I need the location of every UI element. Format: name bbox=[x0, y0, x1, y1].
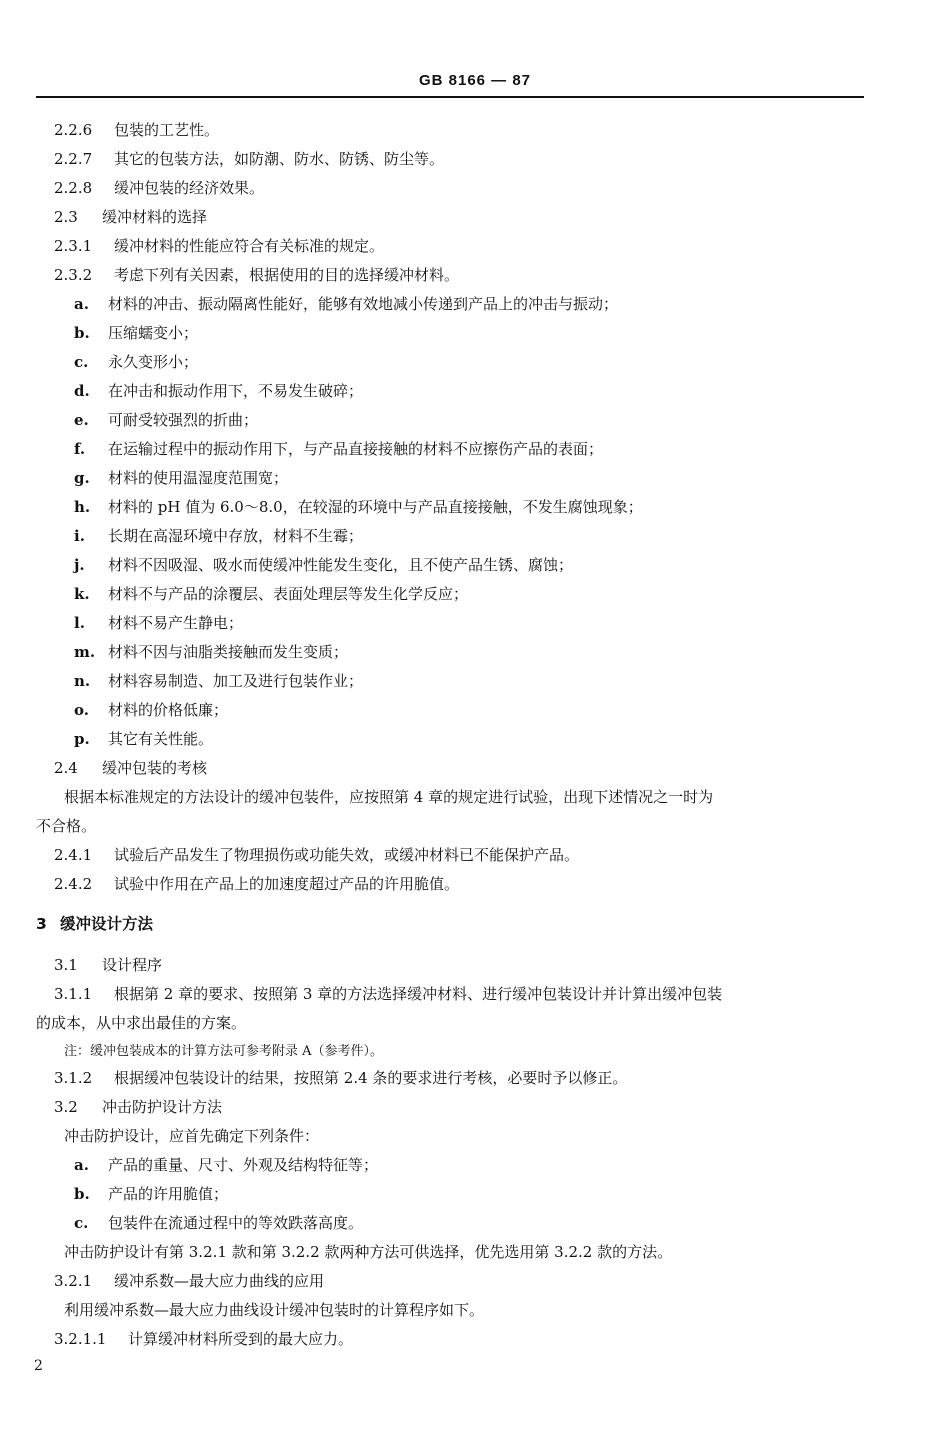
header-rule bbox=[36, 96, 864, 98]
section-3-heading: 3 缓冲设计方法 bbox=[36, 915, 154, 933]
clause-2-4-1: 2.4.1 试验后产品发生了物理损伤或功能失效，或缓冲材料已不能保护产品。 bbox=[54, 846, 580, 864]
paragraph-2-4: 根据本标准规定的方法设计的缓冲包装件，应按照第 4 章的规定进行试验，出现下述情况之一时为 bbox=[64, 788, 714, 806]
list-item: i. 长期在高湿环境中存放，材料不生霉； bbox=[74, 527, 364, 545]
clause-3-1-1: 3.1.1 根据第 2 章的要求、按照第 3 章的方法选择缓冲材料、进行缓冲包装设计并计算出缓冲包装 bbox=[54, 985, 723, 1003]
clause-2-2-8: 2.2.8 缓冲包装的经济效果。 bbox=[54, 179, 265, 197]
paragraph-3-2-1: 利用缓冲系数—最大应力曲线设计缓冲包装时的计算程序如下。 bbox=[64, 1301, 485, 1319]
clause-3-2-1: 3.2.1 缓冲系数—最大应力曲线的应用 bbox=[54, 1272, 325, 1290]
clause-3-2-1-1: 3.2.1.1 计算缓冲材料所受到的最大应力。 bbox=[54, 1330, 354, 1348]
list-item: d. 在冲击和振动作用下，不易发生破碎； bbox=[74, 382, 364, 400]
page-header: GB 8166 — 87 bbox=[418, 72, 532, 89]
note: 注：缓冲包装成本的计算方法可参考附录 A（参考件）。 bbox=[64, 1044, 384, 1059]
clause-3-1-1-cont: 的成本，从中求出最佳的方案。 bbox=[36, 1014, 247, 1032]
list-item: c. 包装件在流通过程中的等效跌落高度。 bbox=[74, 1214, 364, 1232]
list-item: m. 材料不因与油脂类接触而发生变质； bbox=[74, 643, 349, 661]
clause-2-2-7: 2.2.7 其它的包装方法，如防潮、防水、防锈、防尘等。 bbox=[54, 150, 445, 168]
list-item: l. 材料不易产生静电； bbox=[74, 614, 244, 632]
clause-2-2-6: 2.2.6 包装的工艺性。 bbox=[54, 121, 220, 139]
page-number: 2 bbox=[34, 1358, 43, 1374]
list-item: a. 产品的重量、尺寸、外观及结构特征等； bbox=[74, 1156, 379, 1174]
paragraph-2-4-cont: 不合格。 bbox=[36, 817, 97, 835]
clause-3-1: 3.1 设计程序 bbox=[54, 956, 163, 974]
list-item: h. 材料的 pH 值为 6.0～8.0，在较湿的环境中与产品直接接触，不发生腐蚀现象； bbox=[74, 498, 643, 516]
paragraph-3-2: 冲击防护设计，应首先确定下列条件： bbox=[64, 1127, 320, 1145]
list-item: o. 材料的价格低廉； bbox=[74, 701, 229, 719]
list-item: b. 产品的许用脆值； bbox=[74, 1185, 229, 1203]
clause-3-1-2: 3.1.2 根据缓冲包装设计的结果，按照第 2.4 条的要求进行考核，必要时予以修正。 bbox=[54, 1069, 628, 1087]
list-item: p. 其它有关性能。 bbox=[74, 730, 214, 748]
list-item: g. 材料的使用温湿度范围宽； bbox=[74, 469, 289, 487]
paragraph-3-2-methods: 冲击防护设计有第 3.2.1 款和第 3.2.2 款两种方法可供选择，优先选用第 3.2.2 款的方法。 bbox=[64, 1243, 673, 1261]
list-item: j. 材料不因吸湿、吸水而使缓冲性能发生变化，且不使产品生锈、腐蚀； bbox=[74, 556, 574, 574]
list-item: b. 压缩蠕变小； bbox=[74, 324, 199, 342]
list-item: c. 永久变形小； bbox=[74, 353, 199, 371]
clause-2-3: 2.3 缓冲材料的选择 bbox=[54, 208, 208, 226]
clause-2-4: 2.4 缓冲包装的考核 bbox=[54, 759, 208, 777]
clause-2-3-1: 2.3.1 缓冲材料的性能应符合有关标准的规定。 bbox=[54, 237, 385, 255]
list-item: k. 材料不与产品的涂覆层、表面处理层等发生化学反应； bbox=[74, 585, 469, 603]
list-item: a. 材料的冲击、振动隔离性能好，能够有效地减小传递到产品上的冲击与振动； bbox=[74, 295, 619, 313]
clause-2-3-2: 2.3.2 考虑下列有关因素，根据使用的目的选择缓冲材料。 bbox=[54, 266, 460, 284]
list-item: e. 可耐受较强烈的折曲； bbox=[74, 411, 259, 429]
list-item: n. 材料容易制造、加工及进行包装作业； bbox=[74, 672, 364, 690]
list-item: f. 在运输过程中的振动作用下，与产品直接接触的材料不应擦伤产品的表面； bbox=[74, 440, 604, 458]
clause-3-2: 3.2 冲击防护设计方法 bbox=[54, 1098, 223, 1116]
clause-2-4-2: 2.4.2 试验中作用在产品上的加速度超过产品的许用脆值。 bbox=[54, 875, 460, 893]
